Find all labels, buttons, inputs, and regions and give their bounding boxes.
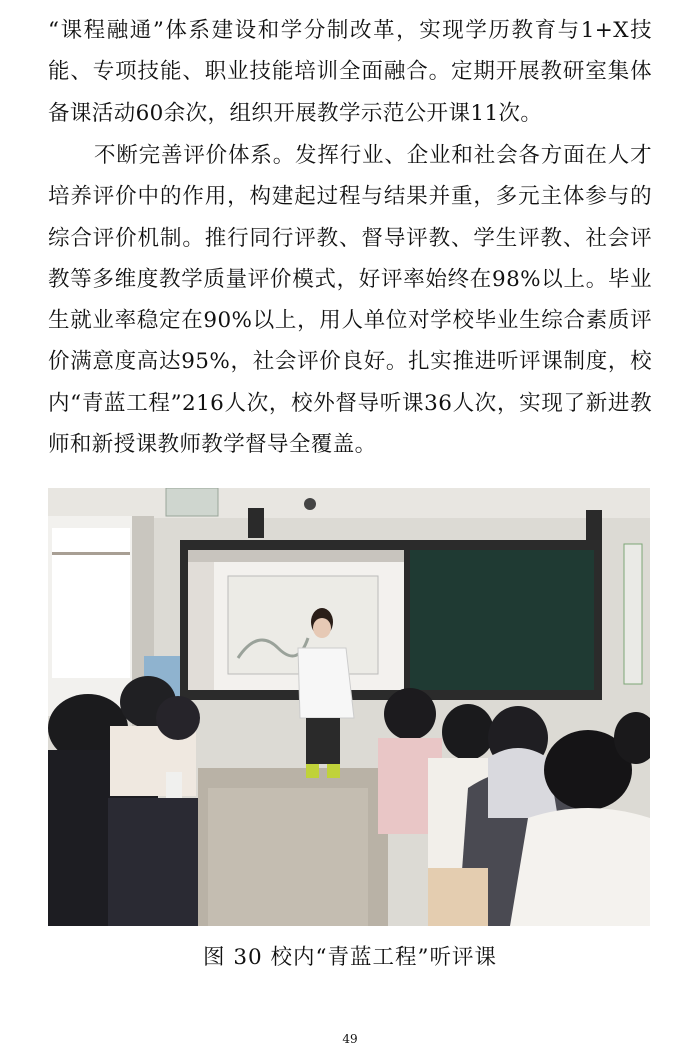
paragraph-2: 不断完善评价体系。发挥行业、企业和社会各方面在人才培养评价中的作用，构建起过程与结果并重，多元主体参与的综合评价机制。推行同行评教、督导评教、学生评教、社会评教等多维度教学质量评价模式，好评率始终在98%以上。毕业生就业率稳定在90%以上，用人单位对学校毕业生综合素质评价满意度高达95%，社会评价良好。扎实推进听评课制度，校内“青蓝工程”216人次，校外督导听课36人次，实现了新进教师和新授课教师教学督导全覆盖。 — [48, 143, 652, 458]
figure-caption: 图 30 校内“青蓝工程”听评课 — [202, 945, 497, 970]
classroom-photo — [48, 488, 650, 926]
paragraph-1: “课程融通”体系建设和学分制改革，实现学历教育与1+X技能、专项技能、职业技能培训全面融合。定期开展教研室集体备课活动60余次，组织开展教学示范公开课11次。 — [48, 18, 652, 126]
page-number: 49 — [342, 1032, 358, 1046]
